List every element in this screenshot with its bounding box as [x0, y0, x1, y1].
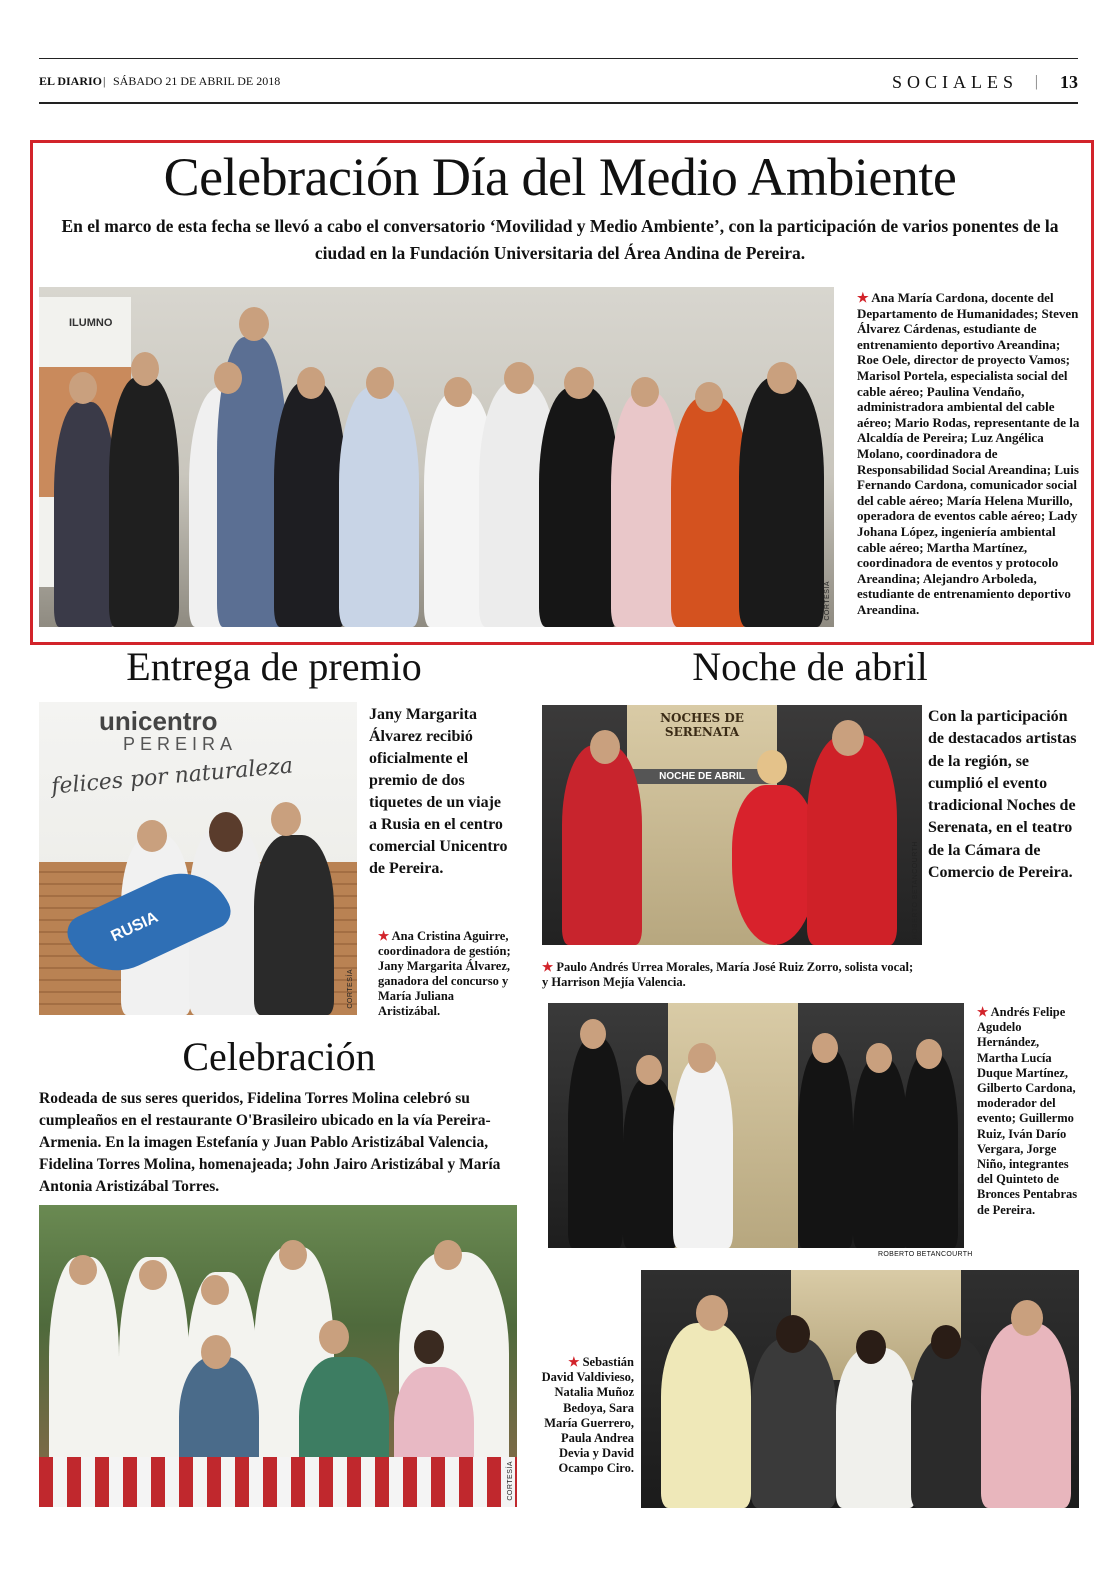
prize-plane-text: RUSIA	[108, 908, 161, 946]
caption-medio-ambiente	[857, 290, 1082, 617]
section-separator: |	[1034, 73, 1038, 90]
person-silhouette	[562, 745, 642, 945]
photo-noche-2-credit: ROBERTO BETANCOURTH	[878, 1251, 973, 1258]
top-rule	[39, 58, 1078, 59]
page-number: 13	[1060, 72, 1078, 92]
caption-noche-2	[977, 1005, 1082, 1218]
person-silhouette	[54, 402, 116, 627]
person-silhouette	[836, 1348, 916, 1508]
section-name: SOCIALES	[891, 72, 1018, 92]
star-icon: ★	[378, 929, 390, 943]
issue-date: SÁBADO 21 DE ABRIL DE 2018	[113, 74, 281, 88]
person-silhouette	[671, 397, 749, 627]
header-separator: |	[103, 74, 106, 88]
caption-noche-2-text: Andrés Felipe Agudelo Hernández, Martha Lucía Duque Martínez, Gilberto Cardona, moderador del evento; Guillermo Ruiz, Iván Darío Vergara, Jorge Niño, integrantes del Quinteto de Bronces Pentabras de Pereira.	[977, 1005, 1078, 1217]
person-silhouette	[339, 387, 419, 627]
caption-premio	[378, 929, 518, 1019]
article-premio-body: Jany Margarita Álvarez recibió oficialmente el premio de dos tiquetes de un viaje a Rusia en el centro comercial Unicentro de Pereira.	[369, 706, 508, 877]
star-icon: ★	[857, 290, 869, 305]
person-silhouette	[911, 1338, 991, 1508]
page-header	[39, 74, 1078, 94]
person-silhouette	[798, 1048, 853, 1248]
article-celebracion-title: Celebración	[182, 1034, 376, 1079]
star-icon: ★	[568, 1355, 580, 1369]
person-silhouette	[673, 1058, 733, 1248]
article-celebracion-body: Rodeada de sus seres queridos, Fidelina Torres Molina celebró su cumpleaños en el restaurante O'Brasileiro ubicado en la vía Pereira-Armenia. En la imagen Estefanía y Juan Pablo Aristizábal Valencia, Fidelina Torres Molina, homenajeada; John Jairo Aristizábal y María Antonia Aristizábal Torres.	[39, 1090, 501, 1195]
photo-noche-3	[641, 1270, 1079, 1508]
photo-credit: CORTESÍA	[347, 969, 354, 1009]
person-silhouette	[274, 382, 346, 627]
article-medio-ambiente-lead: En el marco de esta fecha se llevó a cabo el conversatorio ‘Movilidad y Medio Ambiente’, con la participación de varios ponentes de la ciudad en la Fundación Universitaria del Área Andina de Pereira.	[61, 216, 1059, 263]
sign-city: PEREIRA	[123, 734, 238, 754]
person-silhouette	[568, 1038, 623, 1248]
caption-noche-3-text: Sebastián David Valdivieso, Natalia Muñoz Bedoya, Sara María Guerrero, Paula Andrea Devia y David Ocampo Ciro.	[541, 1355, 634, 1476]
caption-noche-3	[540, 1355, 634, 1477]
caption-medio-ambiente-text: Ana María Cardona, docente del Departamento de Humanidades; Steven Álvarez Cárdenas, estudiante de entrenamiento deportivo Areandina; Roe Oele, director de proyecto Vamos; Marisol Portela, especialista social del cable aéreo; Paulina Vendaño, administradora ambiental del cable aéreo; Mario Rodas, representante de la Alcaldía de Pereira; Luz Angélica Molano, coordinadora de Responsabilidad Social Areandina; Luis Fernando Cardona, comunicador social del cable aéreo; María Helena Murillo, operadora de eventos cable aéreo; Lady Johana López, ingeniería ambiental cable aéreo; Martha Martínez, coordinadora de eventos y protocolo Areandina; Alejandro Arboleda, estudiante de entrenamiento deportivo Areandina.	[857, 290, 1080, 617]
person-silhouette	[903, 1053, 958, 1248]
person-silhouette	[981, 1323, 1071, 1508]
photo-noche-1	[542, 705, 922, 945]
person-silhouette	[661, 1323, 751, 1508]
person-silhouette	[254, 835, 334, 1015]
caption-noche-1-text: Paulo Andrés Urrea Morales, María José Ruiz Zorro, solista vocal; y Harrison Mejía Valencia.	[542, 960, 914, 989]
article-premio-title: Entrega de premio	[126, 644, 422, 689]
tablecloth	[39, 1457, 517, 1507]
person-silhouette	[853, 1058, 908, 1248]
person-silhouette	[109, 377, 179, 627]
photo-credit: CORTESÍA	[824, 581, 831, 621]
sign-brand: unicentro	[99, 706, 218, 736]
photo-premio	[39, 702, 357, 1015]
person-silhouette	[751, 1338, 836, 1508]
paper-name: EL DIARIO	[39, 74, 103, 88]
article-noche-title: Noche de abril	[692, 644, 928, 689]
person-silhouette	[739, 377, 824, 627]
star-icon: ★	[977, 1005, 989, 1019]
star-icon: ★	[542, 960, 554, 974]
caption-premio-text: Ana Cristina Aguirre, coordinadora de gestión; Jany Margarita Álvarez, ganadora del concurso y María Juliana Aristizábal.	[378, 929, 511, 1018]
photo-credit: CORTESÍA	[507, 1461, 514, 1501]
poster-title: NOCHES DE SERENATA	[660, 711, 744, 739]
header-rule	[39, 102, 1078, 104]
article-noche-body: Con la participación de destacados artistas de la región, se cumplió el evento tradicional Noches de Serenata, en el teatro de la Cámara de Comercio de Pereira.	[928, 708, 1077, 882]
person-silhouette	[732, 785, 817, 945]
photo-noche-2	[548, 1003, 964, 1248]
ilumno-text: ILUMNO	[69, 317, 113, 329]
person-silhouette	[539, 387, 619, 627]
person-silhouette	[807, 735, 897, 945]
caption-noche-1	[542, 960, 922, 990]
poster-subtitle: NOCHE DE ABRIL	[631, 769, 773, 784]
sign-slogan: felices por naturaleza	[50, 753, 295, 800]
person-silhouette	[623, 1078, 678, 1248]
photo-celebracion	[39, 1205, 517, 1507]
article-medio-ambiente-title: Celebración Día del Medio Ambiente	[163, 147, 957, 207]
photo-medio-ambiente	[39, 287, 834, 627]
photo-credit: ROBERTO BETANCOURTH	[912, 840, 919, 939]
